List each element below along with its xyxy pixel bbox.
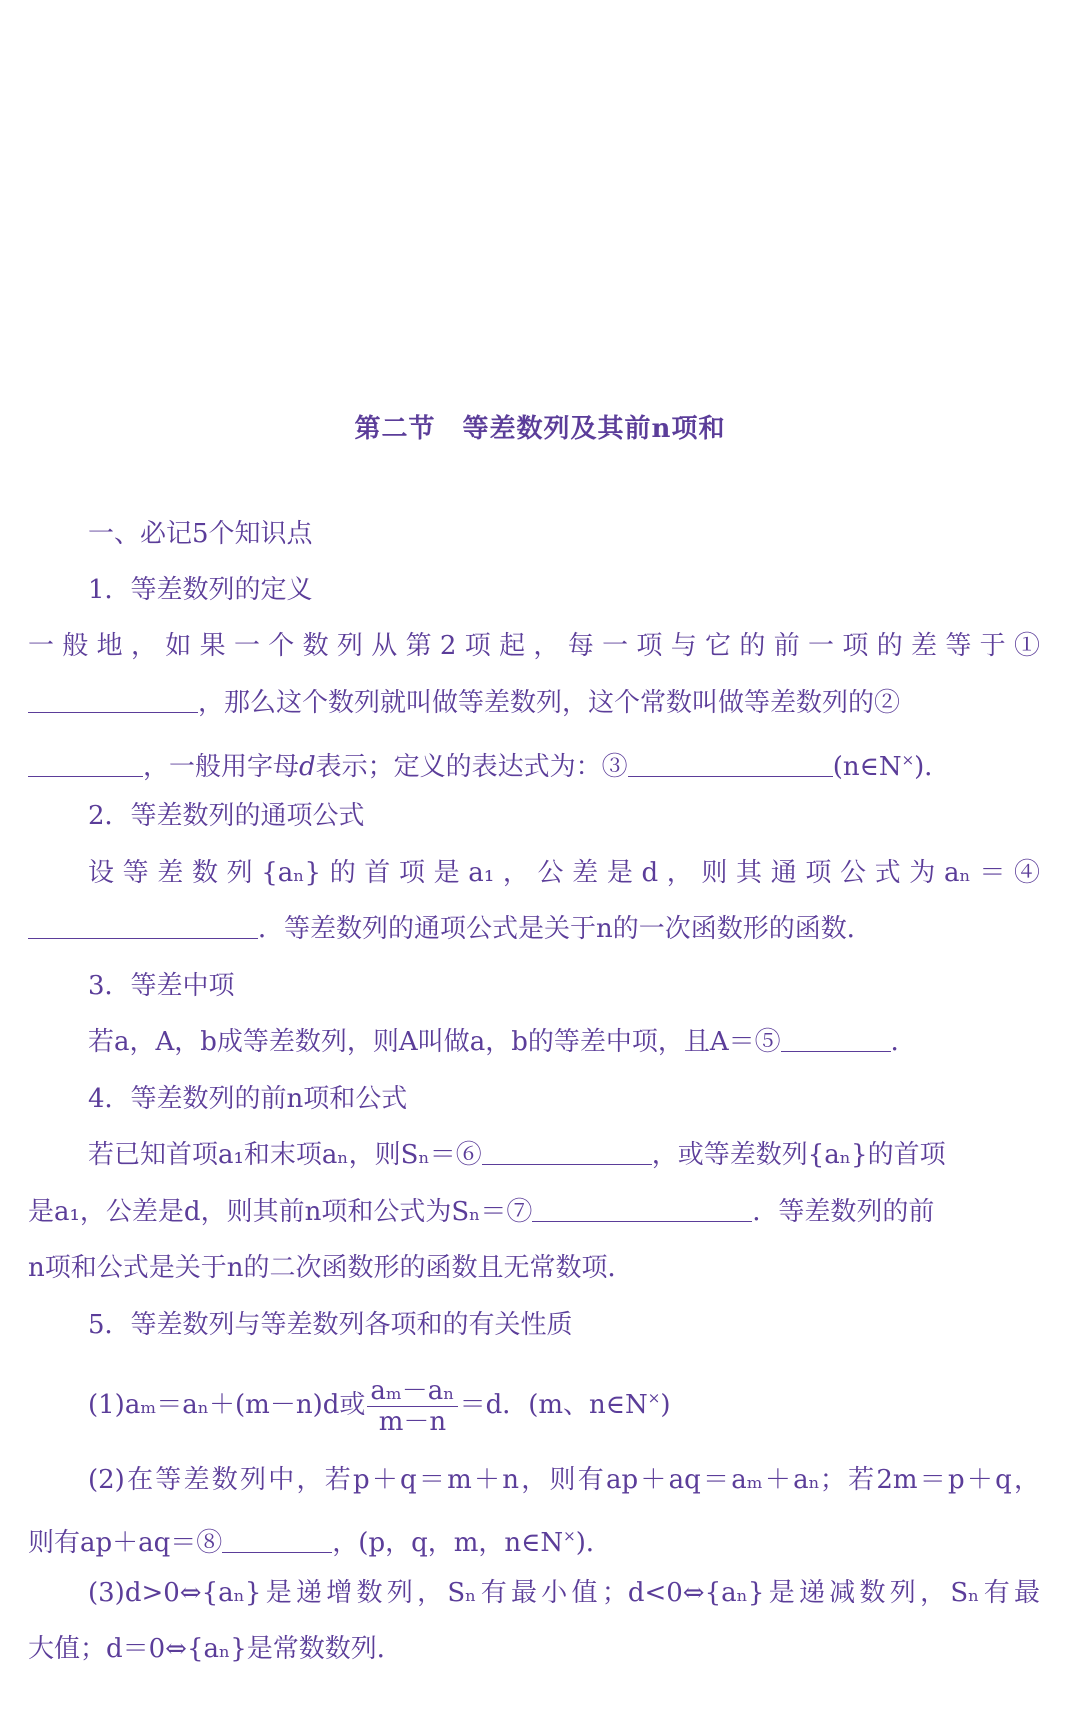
- section-heading: 一、必记5个知识点: [88, 519, 313, 549]
- definition-text-2: ，那么这个数列就叫做等差数列，这个常数叫做等差数列的②: [198, 688, 901, 718]
- definition-line-3: [28, 740, 1040, 787]
- definition-line-2: [28, 683, 1040, 723]
- property-1-text: (1)aₘ＝aₙ＋(m－n)d或: [88, 1390, 366, 1420]
- property-1: [88, 1362, 1040, 1437]
- property-3-line-1: (3)d>0⇔{aₙ}是递增数列，Sₙ有最小值；d<0⇔{aₙ}是递减数列，Sₙ有最: [88, 1578, 1040, 1608]
- page-title: 第二节 等差数列及其前n项和: [354, 414, 726, 444]
- middle-term-line: [88, 1022, 1040, 1062]
- sum-text-2a: 是a₁，公差是d，则其前n项和公式为Sₙ＝⑦: [28, 1197, 533, 1227]
- blank-4: [28, 914, 258, 939]
- blank-7: [532, 1197, 752, 1222]
- sum-line-3: n项和公式是关于n的二次函数形的函数且无常数项．: [28, 1253, 634, 1283]
- property-3-line-2: 大值；d＝0⇔{aₙ}是常数数列．: [28, 1634, 403, 1664]
- blank-3: [628, 752, 833, 777]
- sum-text-2b: ．等差数列的前: [752, 1197, 935, 1227]
- blank-1: [28, 688, 198, 713]
- sum-text-1a: 若已知首项a₁和末项aₙ，则Sₙ＝⑥: [88, 1140, 482, 1170]
- superscript: ×: [901, 751, 915, 769]
- subheading-sum-formula: 4．等差数列的前n项和公式: [88, 1084, 408, 1114]
- middle-term-end: ．: [890, 1027, 917, 1057]
- general-term-text: ．等差数列的通项公式是关于n的一次函数形的函数．: [258, 914, 873, 944]
- definition-text-3b: 表示；定义的表达式为：③: [315, 752, 628, 782]
- sum-line-2: [28, 1192, 1040, 1232]
- fraction: [367, 1376, 457, 1437]
- definition-line-1: 一般地，如果一个数列从第2项起，每一项与它的前一项的差等于①: [28, 631, 1040, 661]
- definition-text-3a: ，一般用字母: [143, 752, 300, 782]
- subheading-definition: 1．等差数列的定义: [88, 575, 313, 605]
- general-term-line-2: [28, 909, 1040, 949]
- property-2-domain: ，(p，q，m，n∈N: [332, 1528, 564, 1558]
- sum-text-1b: ，或等差数列{aₙ}的首项: [651, 1140, 946, 1170]
- definition-end: )．: [914, 752, 951, 782]
- property-1-text-b: ＝d．(m、n∈N: [459, 1390, 648, 1420]
- property-2-line-2: [28, 1516, 1040, 1563]
- middle-term-text: 若a，A，b成等差数列，则A叫做a，b的等差中项，且A＝⑤: [88, 1027, 781, 1057]
- domain-text: (n∈N: [832, 752, 902, 782]
- fraction-denominator: m－n: [378, 1406, 447, 1437]
- blank-5: [781, 1027, 891, 1052]
- subheading-general-term: 2．等差数列的通项公式: [88, 801, 365, 831]
- superscript: ×: [647, 1389, 661, 1407]
- general-term-line-1: 设等差数列{aₙ}的首项是a₁，公差是d，则其通项公式为aₙ＝④: [88, 858, 1040, 888]
- blank-2: [28, 752, 143, 777]
- blank-6: [482, 1140, 652, 1165]
- fraction-numerator: aₘ－aₙ: [367, 1376, 457, 1407]
- superscript: ×: [563, 1527, 576, 1545]
- property-1-end: ): [660, 1390, 671, 1420]
- property-2-line-1: (2)在等差数列中，若p＋q＝m＋n，则有ap＋aq＝aₘ＋aₙ；若2m＝p＋q，: [88, 1465, 1040, 1495]
- property-2-end: )．: [575, 1528, 612, 1558]
- subheading-middle-term: 3．等差中项: [88, 971, 235, 1001]
- blank-8: [222, 1528, 332, 1553]
- var-d: d: [299, 752, 316, 782]
- sum-line-1: [88, 1135, 1040, 1175]
- property-2-text: 则有ap＋aq＝⑧: [28, 1528, 223, 1558]
- subheading-properties: 5．等差数列与等差数列各项和的有关性质: [88, 1310, 573, 1340]
